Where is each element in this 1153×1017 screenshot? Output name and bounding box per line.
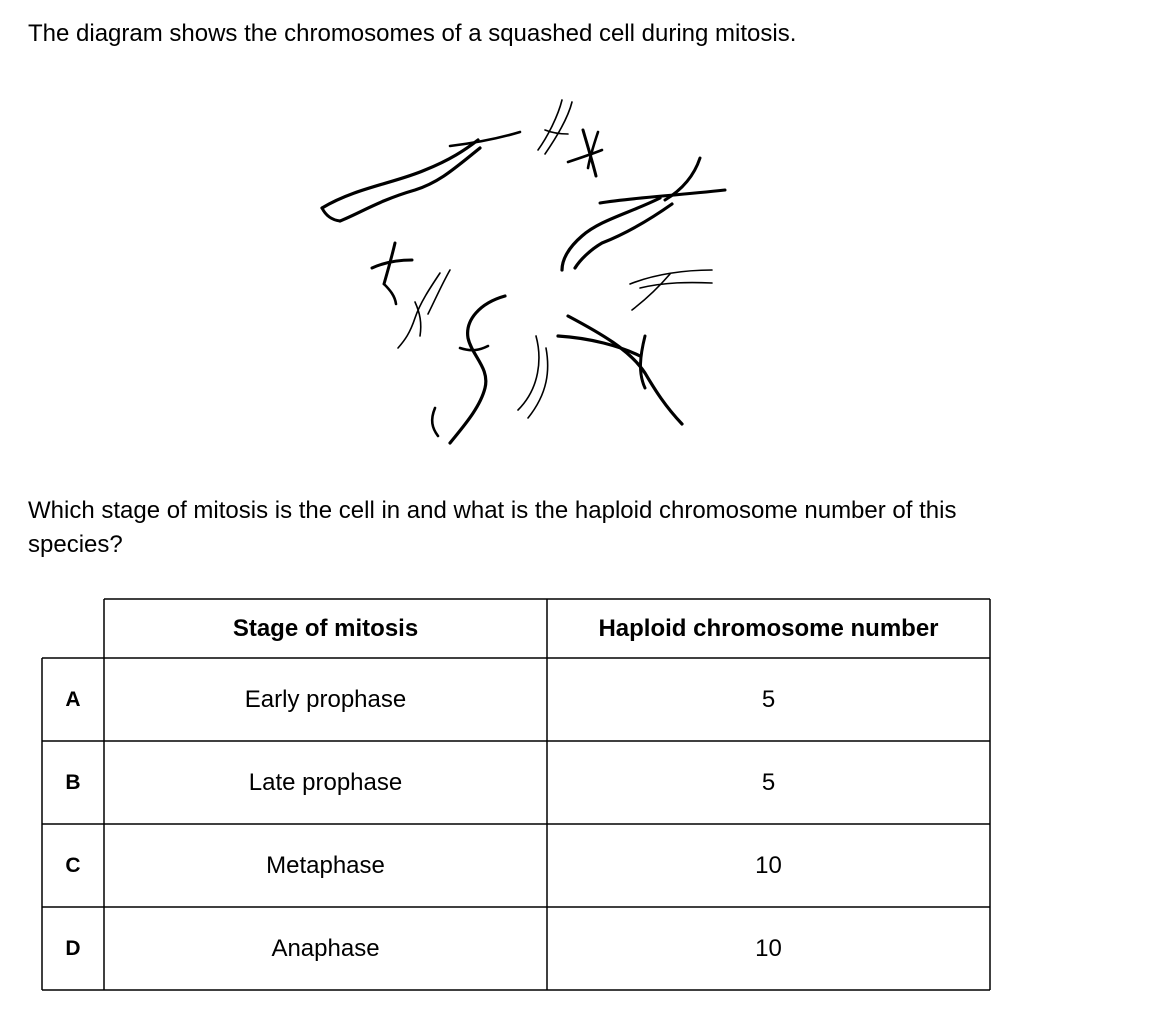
header-haploid-number: Haploid chromosome number xyxy=(598,614,939,642)
question-text: Which stage of mitosis is the cell in and what is the haploid chromosome number of this species? xyxy=(28,497,957,558)
row-b-number: 5 xyxy=(761,768,776,796)
row-d-stage: Anaphase xyxy=(271,934,380,962)
option-letter-a: A xyxy=(65,687,81,711)
intro-text: The diagram shows the chromosomes of a squashed cell during mitosis. xyxy=(28,20,797,47)
row-d-number: 10 xyxy=(755,934,782,962)
row-b-stage: Late prophase xyxy=(248,768,403,796)
header-stage: Stage of mitosis xyxy=(232,614,419,642)
option-letter-b: B xyxy=(65,770,81,794)
row-a-stage: Early prophase xyxy=(244,685,407,713)
option-letter-d: D xyxy=(65,936,81,960)
row-c-number: 10 xyxy=(755,851,782,879)
row-c-stage: Metaphase xyxy=(266,851,385,879)
row-a-number: 5 xyxy=(761,685,776,713)
option-letter-c: C xyxy=(65,853,81,877)
